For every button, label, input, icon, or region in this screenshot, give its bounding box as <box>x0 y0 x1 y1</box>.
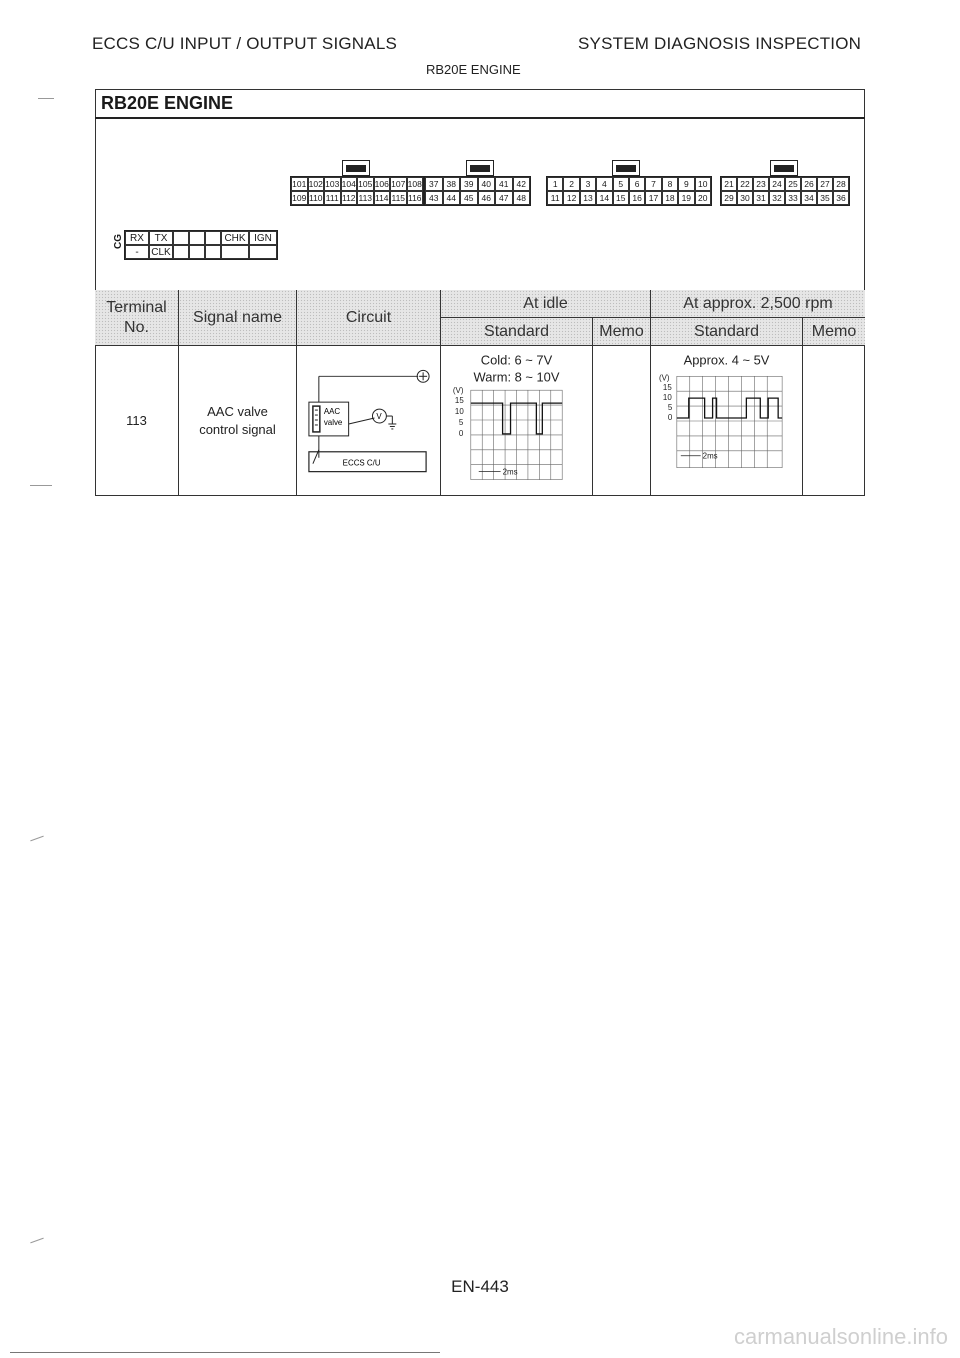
pin-bot-0: 109 <box>292 193 307 203</box>
pin-bot-3: 46 <box>478 191 496 205</box>
pin-bot-0: 29 <box>721 191 737 205</box>
pin-bot-1: 44 <box>443 191 461 205</box>
idle-tick-5: 5 <box>458 417 464 427</box>
pin-bot-4: 15 <box>613 191 629 205</box>
pin-top-5: 6 <box>629 177 645 191</box>
pin-top-2: 103 <box>325 179 340 189</box>
idle-tick-10: 10 <box>454 407 464 417</box>
idle-scope <box>441 346 592 496</box>
pin-bot-3: 32 <box>769 191 785 205</box>
pin-top-2: 3 <box>580 177 596 191</box>
pin-bot-6: 17 <box>645 191 661 205</box>
connector-1-20 <box>546 176 712 206</box>
pin-bot-6: 115 <box>391 193 406 203</box>
pin-bot-5: 48 <box>513 191 531 205</box>
scan-mark <box>30 836 43 842</box>
diag-pin-bot-0: - <box>125 245 149 259</box>
pin-top-1: 22 <box>737 177 753 191</box>
pin-top-1: 38 <box>443 177 461 191</box>
th-idle-memo: Memo <box>593 318 651 346</box>
connector-tab-icon <box>770 160 798 176</box>
diag-pin-top-1: TX <box>149 231 173 245</box>
diag-pin-top-5: CHK <box>221 231 249 245</box>
signal-name-line1: AAC valve <box>207 404 268 420</box>
pin-bot-1: 30 <box>737 191 753 205</box>
pin-bot-1: 12 <box>563 191 579 205</box>
pin-bot-3: 112 <box>341 193 356 203</box>
idle-tick-0: 0 <box>458 428 464 438</box>
rpm-line-1: Approx. 4 ~ 5V <box>683 352 770 368</box>
pin-bot-4: 113 <box>358 193 373 203</box>
th-idle-standard: Standard <box>441 318 593 346</box>
pin-bot-5: 34 <box>801 191 817 205</box>
pin-top-2: 39 <box>460 177 478 191</box>
pin-top-4: 105 <box>358 179 373 189</box>
th-rpm-memo: Memo <box>803 318 865 346</box>
pin-top-7: 28 <box>833 177 849 191</box>
pin-top-9: 10 <box>695 177 711 191</box>
idle-line-2: Warm: 8 ~ 10V <box>473 369 560 385</box>
terminal-number: 113 <box>95 346 179 496</box>
pin-top-4: 5 <box>613 177 629 191</box>
pin-top-6: 107 <box>391 179 406 189</box>
pin-bot-5: 114 <box>374 193 389 203</box>
signal-name <box>179 346 297 496</box>
page-number: EN-443 <box>451 1277 509 1296</box>
pin-bot-2: 31 <box>753 191 769 205</box>
diag-pin-top-3 <box>189 231 205 245</box>
pin-bot-6: 35 <box>817 191 833 205</box>
pin-top-6: 27 <box>817 177 833 191</box>
control-unit-label: ECCS C/U <box>342 458 381 468</box>
pin-top-0: 37 <box>425 177 443 191</box>
valve-label-2: valve <box>323 417 343 427</box>
diag-pin-top-2 <box>173 231 189 245</box>
rpm-tick-5: 5 <box>667 403 673 413</box>
pin-bot-0: 43 <box>425 191 443 205</box>
diag-connector <box>124 230 278 260</box>
th-rpm: At approx. 2,500 rpm <box>651 290 865 318</box>
rpm-memo-cell <box>803 346 865 496</box>
scan-mark <box>38 98 54 99</box>
pin-top-6: 7 <box>645 177 661 191</box>
section-title-bar <box>95 89 865 119</box>
connector-tab-icon <box>466 160 494 176</box>
pin-bot-1: 110 <box>308 193 323 203</box>
pin-bot-2: 13 <box>580 191 596 205</box>
rpm-scope <box>651 346 802 496</box>
circuit-diagram <box>297 346 440 496</box>
connector-tab-icon <box>342 160 370 176</box>
connector-21-36 <box>720 176 850 206</box>
pin-bot-7: 18 <box>662 191 678 205</box>
pin-bot-4: 33 <box>785 191 801 205</box>
pin-top-5: 106 <box>374 179 389 189</box>
valve-label-1: AAC <box>323 407 341 417</box>
rpm-scope-time: 2ms <box>702 451 718 461</box>
pin-top-0: 21 <box>721 177 737 191</box>
pin-top-1: 102 <box>308 179 323 189</box>
pin-top-3: 4 <box>596 177 612 191</box>
diag-pin-top-6: IGN <box>249 231 277 245</box>
rpm-scope-unit: (V) <box>658 373 670 383</box>
section-title: RB20E ENGINE <box>101 93 234 113</box>
diag-pin-bot-5 <box>221 245 249 259</box>
idle-scope-time: 2ms <box>502 467 518 477</box>
diag-pin-bot-6 <box>249 245 277 259</box>
idle-scope-unit: (V) <box>452 386 464 396</box>
th-rpm-standard: Standard <box>651 318 803 346</box>
pin-top-0: 1 <box>547 177 563 191</box>
pin-bot-2: 45 <box>460 191 478 205</box>
pin-top-2: 23 <box>753 177 769 191</box>
pin-bot-5: 16 <box>629 191 645 205</box>
rpm-standard-cell <box>651 346 803 496</box>
pin-bot-8: 19 <box>678 191 694 205</box>
header-sub: RB20E ENGINE <box>426 62 521 77</box>
pin-top-0: 101 <box>292 179 307 189</box>
diag-pin-bot-4 <box>205 245 221 259</box>
pin-top-8: 9 <box>678 177 694 191</box>
bottom-rule <box>10 1352 440 1353</box>
idle-tick-15: 15 <box>454 396 464 406</box>
diag-pin-top-4 <box>205 231 221 245</box>
pin-bot-2: 111 <box>325 193 339 203</box>
header-left: ECCS C/U INPUT / OUTPUT SIGNALS <box>92 34 398 53</box>
circuit-cell <box>297 346 441 496</box>
th-circuit: Circuit <box>297 290 441 346</box>
scan-mark <box>30 1238 43 1244</box>
watermark: carmanualsonline.info <box>733 1324 948 1349</box>
th-terminal: Terminal No. <box>95 290 179 346</box>
idle-line-1: Cold: 6 ~ 7V <box>480 352 553 368</box>
rpm-tick-0: 0 <box>667 413 673 423</box>
pin-top-4: 25 <box>785 177 801 191</box>
pin-top-3: 24 <box>769 177 785 191</box>
rpm-tick-15: 15 <box>662 383 672 393</box>
signal-name-line2: control signal <box>199 422 276 437</box>
pin-bot-4: 47 <box>495 191 513 205</box>
th-idle: At idle <box>441 290 651 318</box>
voltmeter-label: V <box>376 412 382 422</box>
pin-top-7: 8 <box>662 177 678 191</box>
pin-top-3: 104 <box>341 179 356 189</box>
header-right: SYSTEM DIAGNOSIS INSPECTION <box>578 34 862 53</box>
idle-memo-cell <box>593 346 651 496</box>
pin-bot-3: 14 <box>596 191 612 205</box>
diag-pin-bot-1: CLK <box>149 245 173 259</box>
diag-pin-bot-3 <box>189 245 205 259</box>
pin-top-5: 26 <box>801 177 817 191</box>
pin-bot-9: 20 <box>695 191 711 205</box>
rpm-tick-10: 10 <box>662 393 672 403</box>
connector-tab-icon <box>612 160 640 176</box>
connector-101-116 <box>290 176 424 206</box>
pin-top-3: 40 <box>478 177 496 191</box>
scan-mark <box>30 485 52 486</box>
pin-top-1: 2 <box>563 177 579 191</box>
idle-standard-cell <box>441 346 593 496</box>
signal-table <box>95 290 865 496</box>
pin-top-5: 42 <box>513 177 531 191</box>
pin-bot-7: 36 <box>833 191 849 205</box>
connector-37-48 <box>424 176 531 206</box>
pin-top-7: 108 <box>407 179 422 189</box>
pin-bot-7: 116 <box>407 193 422 203</box>
diag-pin-bot-2 <box>173 245 189 259</box>
pin-top-4: 41 <box>495 177 513 191</box>
diag-pin-top-0: RX <box>125 231 149 245</box>
th-signal: Signal name <box>179 290 297 346</box>
pin-bot-0: 11 <box>547 191 563 205</box>
diag-connector-label: CG <box>113 234 124 249</box>
